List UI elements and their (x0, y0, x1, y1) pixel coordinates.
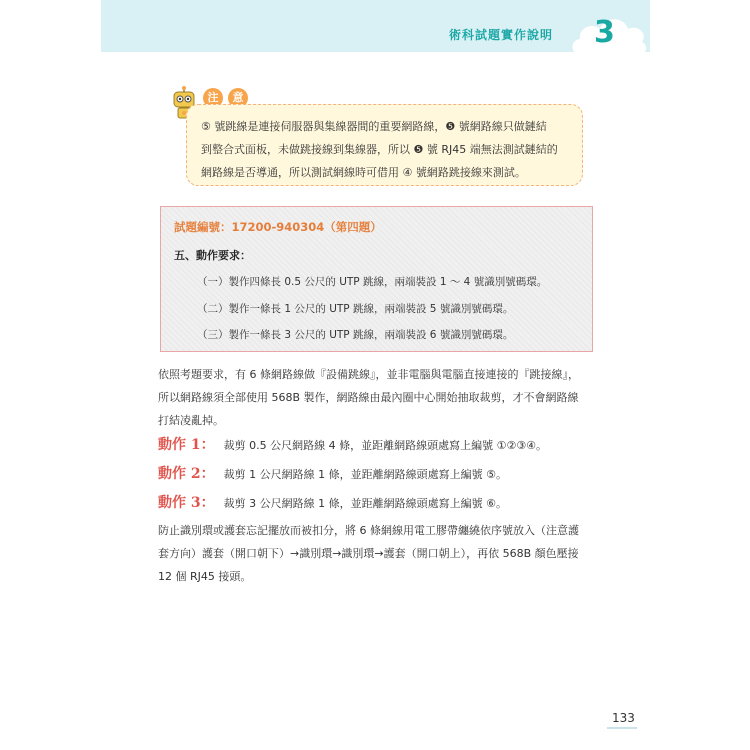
exam-requirement: （一）製作四條長 0.5 公尺的 UTP 跳線，兩端裝設 1 ～ 4 號識別號碼環。 (197, 276, 548, 288)
paragraph-line: 打結凌亂掉。 (158, 414, 224, 427)
exam-requirement: （三）製作一條長 3 公尺的 UTP 跳線，兩端裝設 6 號識別號碼環。 (197, 329, 514, 341)
action-step (158, 463, 507, 483)
paragraph-line: 12 個 RJ45 接頭。 (158, 570, 252, 583)
notice-tag-char: 意 (228, 88, 248, 108)
page-header (101, 0, 650, 52)
notice-box (186, 104, 583, 186)
exam-requirement: （二）製作一條長 1 公尺的 UTP 跳線，兩端裝設 5 號識別號碼環。 (197, 303, 514, 315)
notice-line: 到整合式面板，未做跳接線到集線器，所以 ❺ 號 RJ45 端無法測試鏈結的 (201, 143, 558, 156)
chapter-number: 3 (594, 15, 615, 50)
section-title: 術科試題實作說明 (448, 28, 553, 42)
paragraph-line: 依照考題要求，有 6 條網路線做『設備跳線』，並非電腦與電腦直接連接的『跳接線』， (158, 368, 579, 381)
action-text: 裁剪 1 公尺網路線 1 條，並距離網路線頭處寫上編號 ⑤。 (223, 468, 507, 481)
action-label: 動作 1： (158, 437, 215, 453)
exam-question-box (160, 206, 593, 352)
exam-id: 試題編號：17200-940304（第四題） (174, 220, 382, 234)
action-step (158, 492, 507, 512)
action-label: 動作 2： (158, 466, 215, 482)
action-text: 裁剪 0.5 公尺網路線 4 條，並距離網路線頭處寫上編號 ①②③④。 (223, 439, 548, 452)
exam-section-heading: 五、動作要求： (174, 249, 251, 262)
page-number: 133 (612, 711, 635, 725)
notice-tag-char: 注 (203, 88, 223, 108)
book-page (101, 0, 650, 750)
action-label: 動作 3： (158, 495, 215, 511)
closing-paragraph (158, 519, 595, 588)
paragraph-line: 所以網路線須全部使用 568B 製作，網路線由最內圈中心開始抽取裁剪，才不會網路線 (158, 391, 579, 404)
intro-paragraph (158, 363, 595, 432)
action-text: 裁剪 3 公尺網路線 1 條，並距離網路線頭處寫上編號 ⑥。 (223, 497, 507, 510)
paragraph-line: 防止識別環或護套忘記擺放而被扣分，將 6 條網線用電工膠帶纏繞依序號放入（注意護 (158, 524, 579, 537)
action-step (158, 434, 547, 454)
page-number-underline (607, 727, 637, 729)
paragraph-line: 套方向）護套（開口朝下）→識別環→識別環→護套（開口朝上），再依 568B 顏色壓接 (158, 547, 579, 560)
notice-line: ⑤ 號跳線是連接伺服器與集線器間的重要網路線，❺ 號網路線只做鏈結 (201, 120, 547, 133)
notice-line: 網路線是否導通，所以測試網線時可借用 ④ 號網路跳接線來測試。 (201, 166, 526, 179)
